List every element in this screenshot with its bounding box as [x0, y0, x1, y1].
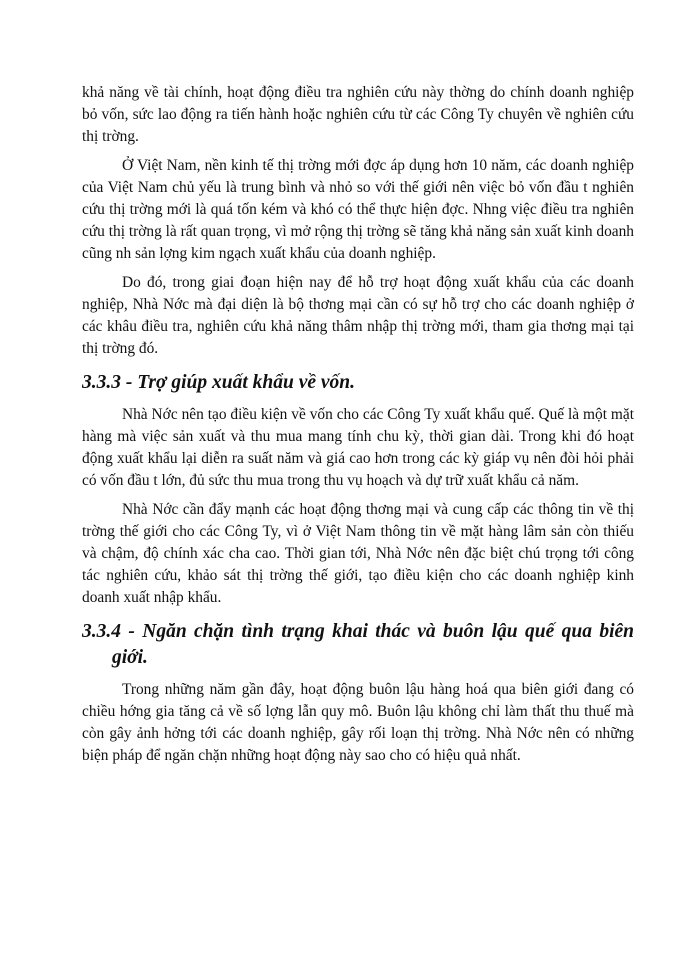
paragraph-smuggling: Trong những năm gần đây, hoạt động buôn lậu hàng hoá qua biên giới đang có chiều hớng gia tăng cả về số lợng lẫn quy mô. Buôn lậu không chỉ làm thất thu thuế mà còn gây ảnh hởng tới các doanh nghiệp, gây rối loạn thị trờng. Nhà Nớc nên có những biện pháp để ngăn chặn những hoạt động này sao cho có hiệu quả nhất. — [82, 681, 634, 764]
heading-3-3-4: 3.3.4 - Ngăn chặn tình trạng khai thác và buôn lậu quế qua biên giới. — [82, 621, 634, 668]
document-page — [82, 82, 634, 774]
paragraph-market-information: Nhà Nớc cần đẩy mạnh các hoạt động thơng mại và cung cấp các thông tin về thị trờng thế giới cho các Công Ty, vì ở Việt Nam thông tin về mặt hàng lâm sản còn thiếu và chậm, độ chính xác cha cao. Thời gian tới, Nhà Nớc nên đặc biệt chú trọng tới công tác nghiên cứu, khảo sát thị trờng thế giới, tạo điều kiện cho các doanh nghiệp kinh doanh xuất nhập khẩu. — [82, 501, 634, 606]
paragraph-vietnam-market: Ở Việt Nam, nền kinh tế thị trờng mới đợc áp dụng hơn 10 năm, các doanh nghiệp của Việt Nam chủ yếu là trung bình và nhỏ so với thế giới nên việc bỏ vốn đầu t nghiên cứu thị trờng mới là quá tốn kém và khó có thể thực hiện đợc. Nhng việc điều tra nghiên cứu thị trờng là rất quan trọng, vì mở rộng thị trờng sẽ tăng khả năng sản xuất kinh doanh cũng nh sản lợng kim ngạch xuất khẩu của doanh nghiệp. — [82, 157, 634, 262]
heading-3-3-3: 3.3.3 - Trợ giúp xuất khẩu về vốn. — [82, 372, 356, 393]
paragraph-continuation: khả năng về tài chính, hoạt động điều tra nghiên cứu này thờng do chính doanh nghiệp bỏ vốn, sức lao động ra tiến hành hoặc nghiên cứu từ các Công Ty chuyên về nghiên cứu thị trờng. — [82, 84, 634, 145]
paragraph-capital-support: Nhà Nớc nên tạo điều kiện về vốn cho các Công Ty xuất khẩu quế. Quế là một mặt hàng mà việc sản xuất và thu mua mang tính chu kỳ, thời gian dài. Trong khi đó hoạt động xuất khẩu lại diễn ra suất năm và giá cao hơn trong các kỳ giáp vụ nên đòi hỏi phải có vốn đầu t lớn, đủ sức thu mua trong thu vụ hoạch và dự trữ xuất khẩu cả năm. — [82, 406, 634, 489]
paragraph-state-support: Do đó, trong giai đoạn hiện nay để hỗ trợ hoạt động xuất khẩu của các doanh nghiệp, Nhà Nớc mà đại diện là bộ thơng mại cần có sự hỗ trợ cho các doanh nghiệp ở các khâu điều tra, nghiên cứu khả năng thâm nhập thị trờng mới, tham gia thơng mại tại thị trờng đó. — [82, 274, 634, 357]
